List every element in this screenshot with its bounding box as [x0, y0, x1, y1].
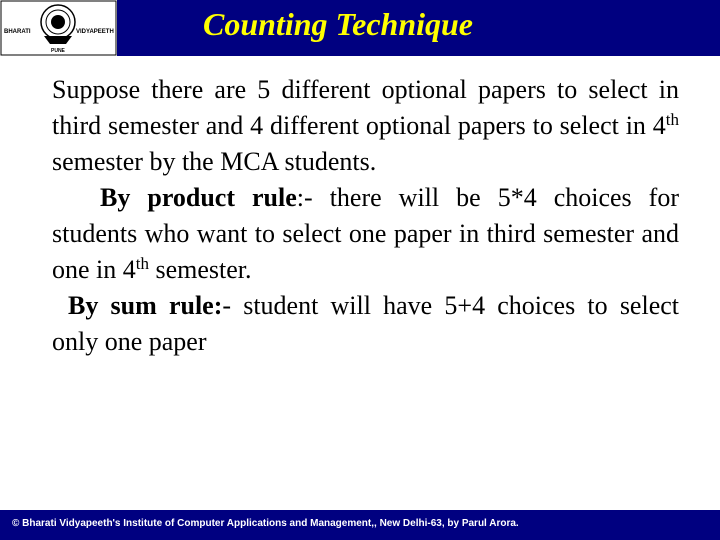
svg-text:PUNE: PUNE [51, 48, 65, 54]
institute-logo [0, 0, 117, 56]
svg-text:VIDYAPEETH: VIDYAPEETH [76, 29, 114, 35]
paragraph-sum-rule: By sum rule:- student will have 5+4 choices to select only one paper [52, 291, 680, 356]
svg-text:BHARATI: BHARATI [4, 29, 31, 35]
footer-credit: © Bharati Vidyapeeth's Institute of Computer Applications and Management,, New Delhi-63, by Parul Arora. [12, 518, 519, 529]
slide-title: Counting Technique [202, 6, 473, 42]
institute-logo-icon [0, 0, 117, 56]
paragraph-product-rule: By product rule:- there will be 5*4 choices for students who want to select one paper in third semester and one in 4th semester. [52, 183, 679, 284]
paragraph-intro: Suppose there are 5 different optional papers to select in third semester and 4 different optional papers to select in 4th semester by the MCA students. [52, 75, 679, 176]
slide-body [52, 72, 679, 360]
